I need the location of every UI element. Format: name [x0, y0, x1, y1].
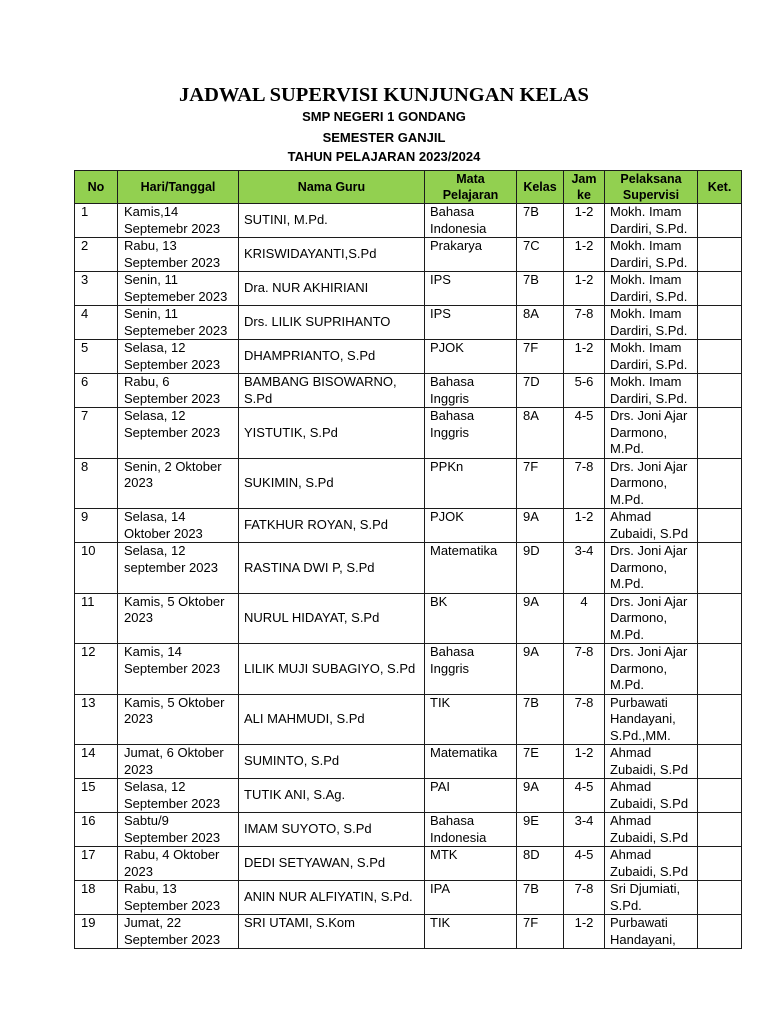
cell-note [698, 694, 742, 745]
cell-class: 7F [517, 458, 564, 509]
cell-date: Kamis, 5 Oktober 2023 [118, 694, 239, 745]
cell-class: 7F [517, 340, 564, 374]
cell-date: Kamis, 14 September 2023 [118, 644, 239, 695]
school-name: SMP NEGERI 1 GONDANG [302, 109, 466, 124]
cell-supervisor: Ahmad Zubaidi, S.Pd [605, 745, 698, 779]
cell-supervisor: Drs. Joni Ajar Darmono, M.Pd. [605, 408, 698, 459]
cell-date: Rabu, 13 September 2023 [118, 881, 239, 915]
column-header-teacher: Nama Guru [239, 171, 425, 204]
cell-subject: TIK [425, 694, 517, 745]
cell-no: 8 [75, 458, 118, 509]
semester-label: SEMESTER GANJIL [322, 130, 446, 145]
column-header-subject: Mata Pelajaran [425, 171, 517, 204]
cell-date: Rabu, 13 September 2023 [118, 238, 239, 272]
cell-date: Selasa, 14 Oktober 2023 [118, 509, 239, 543]
cell-period: 3-4 [564, 543, 605, 594]
cell-no: 14 [75, 745, 118, 779]
cell-supervisor: Ahmad Zubaidi, S.Pd [605, 509, 698, 543]
cell-note [698, 306, 742, 340]
cell-date: Senin, 11 Septemeber 2023 [118, 306, 239, 340]
cell-note [698, 458, 742, 509]
cell-subject: Bahasa Indonesia [425, 204, 517, 238]
cell-no: 6 [75, 374, 118, 408]
table-row [75, 847, 742, 881]
table-row [75, 915, 742, 949]
cell-teacher: ALI MAHMUDI, S.Pd [239, 694, 425, 745]
cell-teacher: DEDI SETYAWAN, S.Pd [239, 847, 425, 881]
cell-class: 9A [517, 509, 564, 543]
cell-date: Jumat, 22 September 2023 [118, 915, 239, 949]
table-row [75, 458, 742, 509]
cell-teacher: SUKIMIN, S.Pd [239, 458, 425, 509]
cell-period: 1-2 [564, 745, 605, 779]
cell-supervisor: Drs. Joni Ajar Darmono, M.Pd. [605, 543, 698, 594]
cell-note [698, 204, 742, 238]
cell-note [698, 745, 742, 779]
cell-no: 19 [75, 915, 118, 949]
cell-no: 3 [75, 272, 118, 306]
cell-class: 7B [517, 272, 564, 306]
column-header-class: Kelas [517, 171, 564, 204]
cell-teacher: NURUL HIDAYAT, S.Pd [239, 593, 425, 644]
cell-supervisor: Mokh. Imam Dardiri, S.Pd. [605, 238, 698, 272]
column-header-supervisor: Pelaksana Supervisi [605, 171, 698, 204]
cell-subject: PJOK [425, 509, 517, 543]
table-row [75, 881, 742, 915]
cell-no: 16 [75, 813, 118, 847]
cell-period: 7-8 [564, 458, 605, 509]
cell-subject: IPS [425, 306, 517, 340]
cell-supervisor: Drs. Joni Ajar Darmono, M.Pd. [605, 593, 698, 644]
cell-teacher: SRI UTAMI, S.Kom [239, 915, 425, 949]
cell-note [698, 408, 742, 459]
cell-class: 7C [517, 238, 564, 272]
cell-no: 5 [75, 340, 118, 374]
cell-supervisor: Ahmad Zubaidi, S.Pd [605, 813, 698, 847]
cell-no: 4 [75, 306, 118, 340]
cell-class: 7B [517, 881, 564, 915]
table-row [75, 779, 742, 813]
cell-teacher: SUMINTO, S.Pd [239, 745, 425, 779]
cell-subject: Bahasa Inggris [425, 408, 517, 459]
cell-date: Rabu, 4 Oktober 2023 [118, 847, 239, 881]
cell-subject: BK [425, 593, 517, 644]
cell-period: 1-2 [564, 340, 605, 374]
cell-date: Senin, 2 Oktober 2023 [118, 458, 239, 509]
table-row [75, 374, 742, 408]
cell-class: 7F [517, 915, 564, 949]
cell-supervisor: Mokh. Imam Dardiri, S.Pd. [605, 340, 698, 374]
cell-subject: MTK [425, 847, 517, 881]
column-header-date: Hari/Tanggal [118, 171, 239, 204]
cell-class: 8A [517, 306, 564, 340]
cell-note [698, 915, 742, 949]
cell-supervisor: Purbawati Handayani, [605, 915, 698, 949]
cell-period: 4-5 [564, 847, 605, 881]
cell-no: 10 [75, 543, 118, 594]
cell-teacher: YISTUTIK, S.Pd [239, 408, 425, 459]
cell-subject: Prakarya [425, 238, 517, 272]
table-row [75, 745, 742, 779]
cell-class: 9A [517, 779, 564, 813]
cell-subject: PPKn [425, 458, 517, 509]
cell-teacher: FATKHUR ROYAN, S.Pd [239, 509, 425, 543]
header-row [75, 171, 742, 204]
cell-supervisor: Drs. Joni Ajar Darmono, M.Pd. [605, 458, 698, 509]
cell-no: 11 [75, 593, 118, 644]
cell-teacher: DHAMPRIANTO, S.Pd [239, 340, 425, 374]
column-header-period: Jam ke [564, 171, 605, 204]
cell-period: 1-2 [564, 238, 605, 272]
cell-note [698, 847, 742, 881]
table-row [75, 509, 742, 543]
cell-class: 7E [517, 745, 564, 779]
cell-subject: Bahasa Inggris [425, 374, 517, 408]
table-row [75, 306, 742, 340]
cell-subject: Bahasa Indonesia [425, 813, 517, 847]
cell-teacher: IMAM SUYOTO, S.Pd [239, 813, 425, 847]
cell-date: Rabu, 6 September 2023 [118, 374, 239, 408]
cell-class: 9A [517, 644, 564, 695]
cell-no: 15 [75, 779, 118, 813]
cell-teacher: KRISWIDAYANTI,S.Pd [239, 238, 425, 272]
cell-subject: IPS [425, 272, 517, 306]
cell-supervisor: Ahmad Zubaidi, S.Pd [605, 847, 698, 881]
cell-subject: IPA [425, 881, 517, 915]
cell-period: 1-2 [564, 509, 605, 543]
cell-teacher: RASTINA DWI P, S.Pd [239, 543, 425, 594]
cell-period: 3-4 [564, 813, 605, 847]
cell-note [698, 543, 742, 594]
table-row [75, 813, 742, 847]
cell-class: 7B [517, 694, 564, 745]
cell-subject: PJOK [425, 340, 517, 374]
cell-class: 9D [517, 543, 564, 594]
cell-note [698, 272, 742, 306]
document-title: JADWAL SUPERVISI KUNJUNGAN KELAS [179, 84, 589, 106]
table-body [75, 204, 742, 949]
cell-date: Kamis,14 Septemebr 2023 [118, 204, 239, 238]
cell-supervisor: Ahmad Zubaidi, S.Pd [605, 779, 698, 813]
cell-note [698, 374, 742, 408]
column-header-note: Ket. [698, 171, 742, 204]
cell-supervisor: Purbawati Handayani, S.Pd.,MM. [605, 694, 698, 745]
cell-class: 7D [517, 374, 564, 408]
cell-supervisor: Mokh. Imam Dardiri, S.Pd. [605, 272, 698, 306]
cell-note [698, 813, 742, 847]
cell-date: Selasa, 12 September 2023 [118, 408, 239, 459]
cell-period: 7-8 [564, 644, 605, 695]
cell-teacher: TUTIK ANI, S.Ag. [239, 779, 425, 813]
table-row [75, 238, 742, 272]
cell-subject: TIK [425, 915, 517, 949]
cell-supervisor: Sri Djumiati, S.Pd. [605, 881, 698, 915]
cell-teacher: ANIN NUR ALFIYATIN, S.Pd. [239, 881, 425, 915]
cell-supervisor: Drs. Joni Ajar Darmono, M.Pd. [605, 644, 698, 695]
cell-teacher: Dra. NUR AKHIRIANI [239, 272, 425, 306]
cell-no: 2 [75, 238, 118, 272]
cell-date: Selasa, 12 september 2023 [118, 543, 239, 594]
cell-class: 8A [517, 408, 564, 459]
table-row [75, 408, 742, 459]
cell-period: 4-5 [564, 408, 605, 459]
cell-period: 7-8 [564, 881, 605, 915]
cell-date: Selasa, 12 September 2023 [118, 779, 239, 813]
cell-period: 4 [564, 593, 605, 644]
table-row [75, 204, 742, 238]
cell-note [698, 509, 742, 543]
cell-date: Jumat, 6 Oktober 2023 [118, 745, 239, 779]
cell-supervisor: Mokh. Imam Dardiri, S.Pd. [605, 204, 698, 238]
cell-no: 18 [75, 881, 118, 915]
cell-teacher: BAMBANG BISOWARNO, S.Pd [239, 374, 425, 408]
cell-note [698, 340, 742, 374]
cell-teacher: LILIK MUJI SUBAGIYO, S.Pd [239, 644, 425, 695]
cell-supervisor: Mokh. Imam Dardiri, S.Pd. [605, 306, 698, 340]
table-row [75, 340, 742, 374]
cell-date: Sabtu/9 September 2023 [118, 813, 239, 847]
table-row [75, 593, 742, 644]
academic-year-label: TAHUN PELAJARAN 2023/2024 [287, 149, 481, 164]
cell-teacher: Drs. LILIK SUPRIHANTO [239, 306, 425, 340]
cell-date: Selasa, 12 September 2023 [118, 340, 239, 374]
cell-teacher: SUTINI, M.Pd. [239, 204, 425, 238]
cell-no: 1 [75, 204, 118, 238]
cell-note [698, 881, 742, 915]
cell-date: Senin, 11 Septemeber 2023 [118, 272, 239, 306]
table-row [75, 694, 742, 745]
cell-period: 7-8 [564, 306, 605, 340]
cell-no: 7 [75, 408, 118, 459]
supervision-schedule-table [74, 170, 742, 949]
cell-subject: PAI [425, 779, 517, 813]
cell-note [698, 593, 742, 644]
table-row [75, 543, 742, 594]
cell-period: 1-2 [564, 204, 605, 238]
cell-class: 9E [517, 813, 564, 847]
cell-supervisor: Mokh. Imam Dardiri, S.Pd. [605, 374, 698, 408]
cell-date: Kamis, 5 Oktober 2023 [118, 593, 239, 644]
cell-class: 8D [517, 847, 564, 881]
cell-no: 12 [75, 644, 118, 695]
cell-class: 9A [517, 593, 564, 644]
cell-period: 4-5 [564, 779, 605, 813]
cell-no: 13 [75, 694, 118, 745]
cell-note [698, 238, 742, 272]
cell-subject: Matematika [425, 745, 517, 779]
table-row [75, 272, 742, 306]
cell-period: 1-2 [564, 915, 605, 949]
column-header-no: No [75, 171, 118, 204]
cell-note [698, 779, 742, 813]
table-row [75, 644, 742, 695]
cell-period: 5-6 [564, 374, 605, 408]
cell-subject: Matematika [425, 543, 517, 594]
cell-note [698, 644, 742, 695]
cell-period: 7-8 [564, 694, 605, 745]
cell-subject: Bahasa Inggris [425, 644, 517, 695]
cell-class: 7B [517, 204, 564, 238]
cell-no: 17 [75, 847, 118, 881]
cell-no: 9 [75, 509, 118, 543]
cell-period: 1-2 [564, 272, 605, 306]
